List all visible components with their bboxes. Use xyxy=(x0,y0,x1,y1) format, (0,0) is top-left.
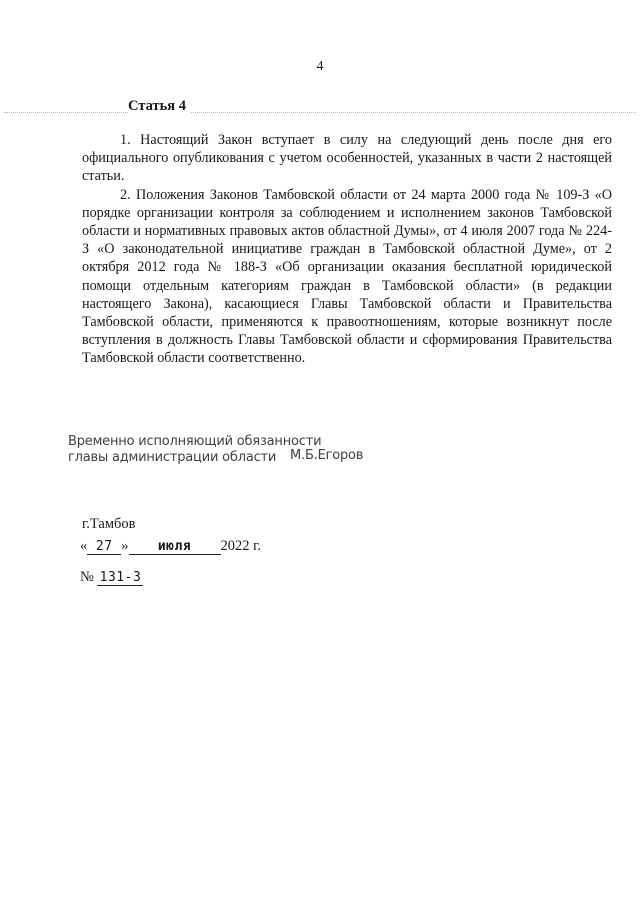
date-year: 2022 г. xyxy=(220,538,262,554)
article-body xyxy=(82,131,612,368)
law-number-value: 131-З xyxy=(97,570,143,586)
signatory-title-line-2: главы администрации области xyxy=(68,450,277,465)
number-sign: № xyxy=(80,569,94,585)
signatory-title-line-1: Временно исполняющий обязанности xyxy=(68,434,322,449)
article-heading: Статья 4 xyxy=(128,98,190,115)
date-day: 27 xyxy=(87,539,121,555)
law-number xyxy=(80,569,143,586)
date-month: июля xyxy=(129,539,221,555)
date-close-quote: » xyxy=(121,538,129,554)
dotted-scan-line xyxy=(4,112,636,113)
date-open-quote: « xyxy=(80,538,88,554)
signature-block xyxy=(68,434,428,466)
signing-date xyxy=(80,538,261,555)
paragraph-2: 2. Положения Законов Тамбовской области от 24 марта 2000 года № 109-З «О порядке организации контроля за соблюдением и исполнением законов Тамбовской области и нормативных правовых актов областной Думы», от 4 июля 2007 года № 224-З «О законодательной инициативе граждан в Тамбовской областной Думе», от 2 октября 2012 года № 188-З «Об организации оказания бесплатной юридической помощи отдельным категориям граждан в Тамбовской области» (в редакции настоящего Закона), касающиеся Главы Тамбовской области и Правительства Тамбовской области, применяются к правоотношениям, которые возникнут после вступления в должность Главы Тамбовской области и сформирования Правительства Тамбовской области соответственно. xyxy=(82,186,612,367)
paragraph-1: 1. Настоящий Закон вступает в силу на следующий день после дня его официального опубликования с учетом особенностей, указанных в части 2 настоящей статьи. xyxy=(82,132,612,185)
page-number: 4 xyxy=(316,59,324,74)
place-of-signing: г.Тамбов xyxy=(82,516,136,532)
signatory-name: М.Б.Егоров xyxy=(290,448,364,463)
